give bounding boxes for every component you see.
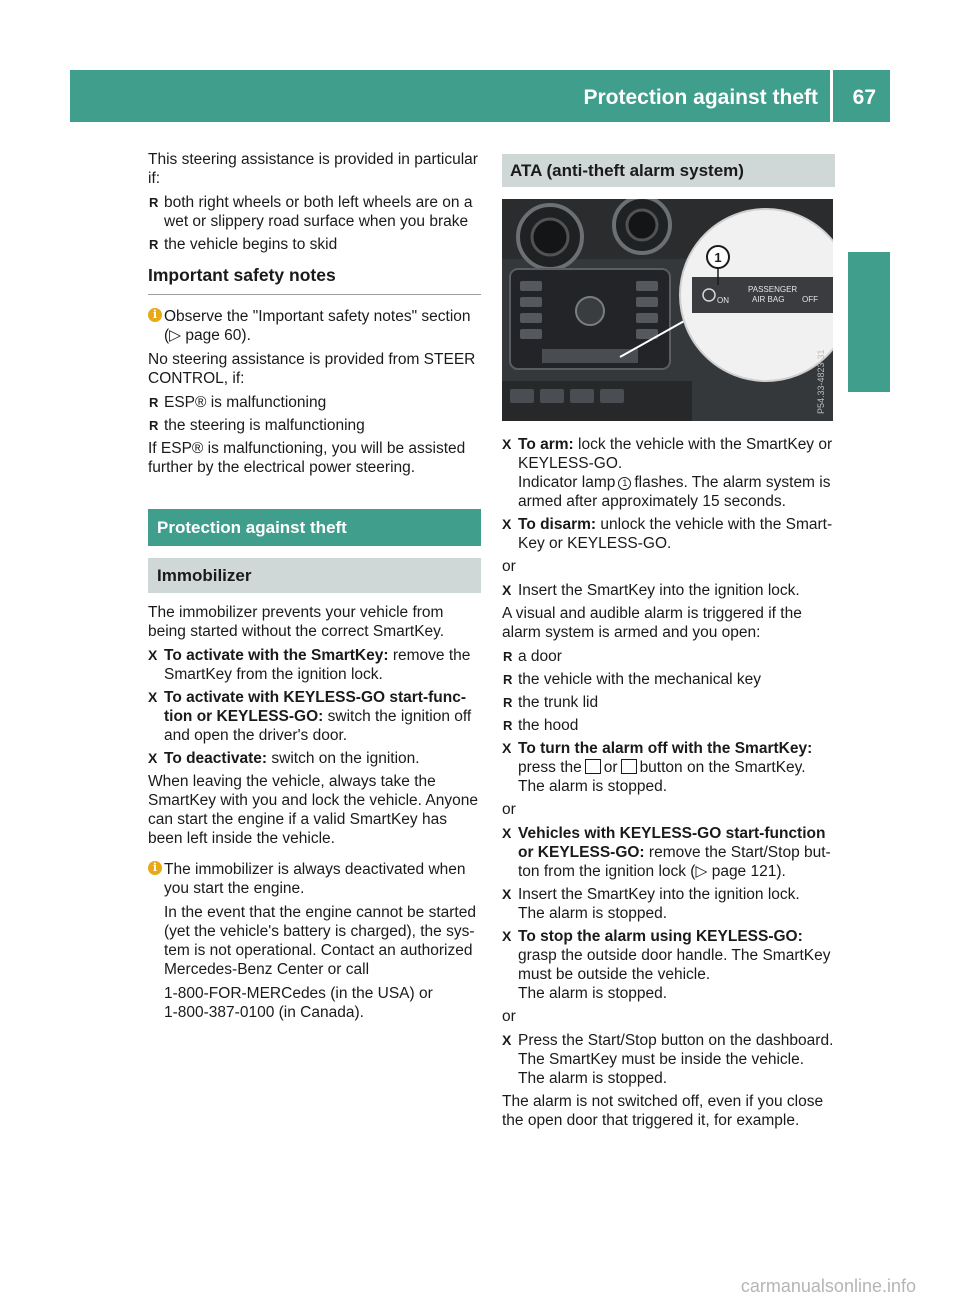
or-text: or <box>502 1008 516 1025</box>
label-airbag: AIR BAG <box>752 295 785 304</box>
step-text: unlock the vehicle with the SmartKey or KEYLESS-GO. <box>518 516 833 552</box>
label-passenger: PASSENGER <box>748 285 798 294</box>
leaving-note: When leaving the vehicle, always take the SmartKey with you and lock the vehicle. Anyone can start the engine if a valid SmartKey has been left inside the vehicle. <box>148 773 478 847</box>
step-item <box>502 927 835 1003</box>
step-text: button on the SmartKey. <box>639 759 806 776</box>
step-item <box>502 1031 835 1088</box>
list-item: R a door <box>502 647 835 666</box>
step-item <box>502 885 835 923</box>
header-divider <box>830 70 833 122</box>
info-note <box>148 307 481 345</box>
immobilizer-intro: The immobilizer prevents your vehicle from being started without the correct SmartKey. <box>148 604 445 640</box>
step-text: Press the Start/Stop button on the dashboard. The SmartKey must be inside the vehicle. <box>518 1032 834 1068</box>
list-item: R the trunk lid <box>502 693 835 712</box>
callout-number: 1 <box>714 250 722 265</box>
indicator-text: flashes. The alarm system is armed after approximately 15 seconds. <box>518 474 831 510</box>
callout-ref-icon: 1 <box>618 477 631 490</box>
step-item: X Insert the SmartKey into the ignition lock. <box>502 581 835 600</box>
step-title: To arm: <box>518 436 574 453</box>
info-icon: i <box>148 308 162 322</box>
step-item <box>502 515 835 553</box>
page-header <box>70 70 890 122</box>
closing-note: The alarm is not switched off, even if you close the open door that triggered it, for example. <box>502 1093 824 1129</box>
list-item: R the vehicle begins to skid <box>148 235 481 254</box>
step-item <box>148 749 481 768</box>
page-number: 67 <box>852 86 876 109</box>
watermark: carmanualsonline.info <box>740 1276 916 1296</box>
step-title: Vehicles with KEYLESS-GO start-function or KEYLESS-GO: <box>518 825 826 861</box>
label-on: ON <box>717 296 729 305</box>
step-title: To disarm: <box>518 516 597 533</box>
header-title: Protection against theft <box>583 86 818 109</box>
list-item: R the steering is malfunctioning <box>148 416 481 435</box>
step-title: To activate with KEYLESS-GO start-function or KEYLESS-GO: <box>164 689 467 725</box>
result-text: The alarm is stopped. <box>518 905 668 922</box>
phone-usa: 1-800-FOR-MERCedes (in the USA) or <box>164 985 433 1002</box>
esp-note: If ESP® is malfunctioning, you will be assisted further by the electrical power steering. <box>148 440 466 476</box>
step-text: or <box>603 759 618 776</box>
list-item: R both right wheels or both left wheels are on a wet or slippery road surface when you brake <box>148 193 481 231</box>
dashboard-photo <box>502 199 833 421</box>
info-note <box>148 860 481 1022</box>
step-text: switch on the ignition. <box>267 750 420 767</box>
result-text: The alarm is stopped. <box>518 778 668 795</box>
result-text: The alarm is stopped. <box>518 1070 668 1087</box>
step-item <box>148 688 481 745</box>
steer-intro: No steering assistance is provided from STEER CONTROL, if: <box>148 351 476 387</box>
step-item <box>502 824 835 881</box>
step-text: grasp the outside door handle. The SmartKey must be outside the vehicle. <box>518 947 831 983</box>
step-item <box>148 646 481 684</box>
step-item <box>502 739 835 796</box>
safety-heading: Important safety notes <box>148 266 481 295</box>
triggered-intro: A visual and audible alarm is triggered if the alarm system is armed and you open: <box>502 605 802 641</box>
step-title: To turn the alarm off with the SmartKey: <box>518 740 813 757</box>
intro-text: This steering assistance is provided in particular if: <box>148 151 478 187</box>
or-text: or <box>502 558 516 575</box>
list-item: R the hood <box>502 716 835 735</box>
step-text: switch the ignition off and open the driver's door. <box>164 708 472 744</box>
step-title: To stop the alarm using KEYLESS-GO: <box>518 928 803 945</box>
info-icon: i <box>148 861 162 875</box>
side-tab-label: Safety <box>855 280 881 350</box>
step-text: press the <box>518 759 582 776</box>
lock-button-icon <box>621 759 637 774</box>
immobilizer-heading: Immobilizer <box>148 558 481 593</box>
or-text: or <box>502 801 516 818</box>
airbag-indicator-figure <box>502 199 833 421</box>
phone-canada: 1-800-387-0100 (in Canada). <box>164 1004 364 1021</box>
list-item: R ESP® is malfunctioning <box>148 393 481 412</box>
right-column <box>502 150 835 1135</box>
step-item <box>502 435 835 511</box>
info-note-text: The immobilizer is always deactivated when you start the engine. <box>164 861 466 897</box>
list-item: R the vehicle with the mechanical key <box>502 670 835 689</box>
label-off: OFF <box>802 295 818 304</box>
step-text: remove the SmartKey from the ignition lock. <box>164 647 471 683</box>
step-title: To activate with the SmartKey: <box>164 647 389 664</box>
figure-code: P54.33-4823-31 <box>816 349 826 414</box>
left-column <box>148 150 481 1027</box>
info-note-text: In the event that the engine cannot be started (yet the vehicle's battery is charged), the system is not operational. Contact an authorized Mercedes-Benz Center or call <box>164 904 476 978</box>
step-text: lock the vehicle with the SmartKey or KEYLESS-GO. <box>518 436 833 472</box>
indicator-text: Indicator lamp <box>518 474 616 491</box>
ata-heading: ATA (anti-theft alarm system) <box>502 154 835 187</box>
step-text: remove the Start/Stop button from the ignition lock (▷ page 121). <box>518 844 831 880</box>
step-title: To deactivate: <box>164 750 268 767</box>
result-text: The alarm is stopped. <box>518 985 668 1002</box>
info-note-text: Observe the "Important safety notes" section (▷ page 60). <box>164 308 471 344</box>
section-heading: Protection against theft <box>148 509 481 546</box>
unlock-button-icon <box>585 759 601 774</box>
step-text: Insert the SmartKey into the ignition lock. <box>518 886 800 903</box>
